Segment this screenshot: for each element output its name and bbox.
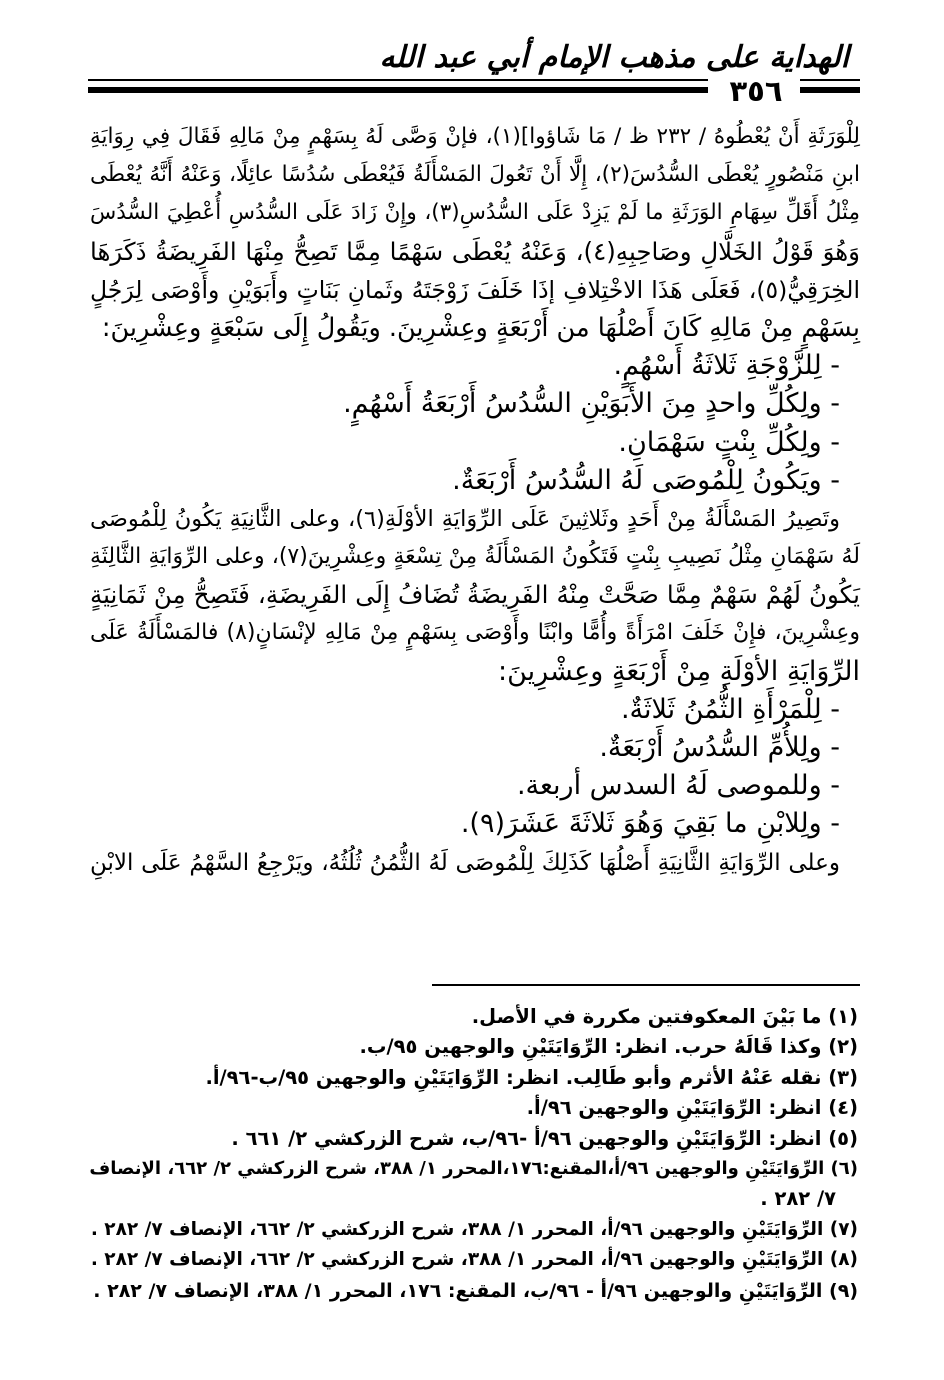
- list-item: - ولِلأُمِّ السُّدُسُ أَرْبَعَةٌ.: [599, 732, 840, 763]
- list-item: - وللموصى لَهُ السدس أربعة.: [516, 770, 840, 802]
- main-text: [90, 118, 860, 882]
- header-rule-right-thick: [800, 87, 860, 93]
- text-line: وَهُوَ قَوْلُ الخَلَّالِ وصَاحِبِهِ(٤)، وَعَنْهُ يُعْطَى سَهْمًا مِمَّا تَصِحُّ مِنْهَا الفَرِيضَةُ ذَكَرَهَا: [90, 236, 861, 266]
- text-line: لَهُ سَهْمَانِ مِثْلُ نَصِيبِ بِنْتٍ فَتَكُونُ المَسْأَلَةُ مِنْ تِسْعَةٍ وعِشْرِينَ(٧)، وعلى الرِّوَايَةِ الثَّالِثَةِ: [90, 544, 861, 570]
- text-line: الخِرَقِيُّ(٥)، فَعَلَى هَذَا الاخْتِلافِ إذَا خَلَفَ زَوْجَتَهُ وثَمانِ بَنَاتٍ وأَبَوَيْنِ وأَوْصَى لِرَجُلٍ: [90, 275, 860, 304]
- footnotes: [88, 1002, 858, 1306]
- footnote-line: (٣) نقله عَنْهُ الأثرم وأبو طَالِب. انظر: الرِّوَايَتَيْنِ والوجهين ٩٥/ب-٩٦/أ.: [205, 1065, 858, 1089]
- footnote-line: (٤) انظر: الرِّوَايَتَيْنِ والوجهين ٩٦/أ.: [526, 1096, 858, 1120]
- footnote-line: (٧) الرِّوَايَتَيْنِ والوجهين ٩٦/أ، المحرر ١/ ٣٨٨، شرح الزركشي ٢/ ٦٦٢، الإنصاف ٧/ ٢٨٢ .: [90, 1218, 858, 1240]
- header-rule-right-thin: [800, 79, 860, 81]
- text-line: ابنِ مَنْصُورٍ يُعْطَى السُّدُسَ(٢)، إِلَّا أَنْ تَعُولَ المَسْأَلَةُ فَيُعْطَى سُدُسًا عائِلًا، وَعَنْهُ أَنَّهُ يُعْطَى: [90, 162, 861, 188]
- footnote-line: (٥) انظر: الرِّوَايَتَيْنِ والوجهين ٩٦/أ -٩٦/ب، شرح الزركشي ٢/ ٦٦١ .: [231, 1126, 858, 1150]
- list-item: - لِلزَّوْجَةِ ثَلاثَةُ أَسْهُمٍ.: [613, 350, 840, 382]
- list-item: - ولِكُلِّ بِنْتٍ سَهْمَانِ.: [618, 426, 840, 458]
- footnote-line: (٩) الرِّوَايَتَيْنِ والوجهين ٩٦/أ - ٩٦/ب، المقنع: ١٧٦، المحرر ١/ ٣٨٨، الإنصاف ٧/ ٢٨٢ .: [93, 1279, 858, 1302]
- footnote-line: ٧/ ٢٨٢ .: [760, 1187, 836, 1211]
- text-line: مِثْلُ أَقَلِّ سِهَامِ الوَرَثَةِ ما لَمْ يَزِدْ عَلَى السُّدُسِ(٣)، وإِنْ زَادَ عَلَى السُّدُسِ أُعْطِيَ السُّدُسَ: [90, 200, 860, 226]
- header-rule-thick: [88, 87, 708, 93]
- list-item: - لِلْمَرْأَةِ الثُّمُنُ ثَلاثَةٌ.: [620, 693, 840, 725]
- header-rule-thin: [88, 79, 708, 81]
- footnote-line: (١) ما بَيْنَ المعكوفتين مكررة في الأصل.: [471, 1005, 858, 1028]
- list-item: - ويَكُونُ لِلْمُوصَى لَهُ السُّدُسُ أَرْبَعَةٌ.: [452, 464, 840, 496]
- running-title: الهداية على مذهب الإمام أبي عبد الله: [379, 40, 849, 75]
- text-line: الرِّوَايَةِ الأوْلَةِ مِنْ أَرْبَعَةٍ وعِشْرِينَ:: [498, 655, 860, 687]
- list-item: - ولِكُلِّ واحدٍ مِنَ الأَبَوَيْنِ السُّدُسُ أَرْبَعَةُ أَسْهُمٍ.: [343, 388, 840, 420]
- list-item: - ولِلابْنِ ما بَقِيَ وَهُوَ ثَلاثَةَ عَشَرَ(٩).: [460, 808, 840, 840]
- page-number: ٣٥٦: [729, 74, 783, 108]
- footnote-line: (٦) الرِّوَايَتَيْنِ والوجهين ٩٦/أ،المقنع:١٧٦،المحرر ١/ ٣٨٨، شرح الزركشي ٢/ ٦٦٢، الإنصاف: [89, 1157, 858, 1179]
- text-line: وعِشْرِينَ، فإِنْ خَلَفَ امْرَأَةً وأُمًّا وابْنًا وأَوْصَى بِسَهْمٍ مِنْ مَالِهِ لإنْسَانٍ(٨) فالمَسْأَلَةُ عَلَى: [90, 620, 860, 646]
- footnote-separator: [432, 984, 860, 986]
- footnote-line: (٢) وكذا قَالَهُ حرب. انظر: الرِّوَايَتَيْنِ والوجهين ٩٥/ب.: [359, 1035, 858, 1059]
- text-line: وتَصِيرُ المَسْأَلَةُ مِنْ أَحَدٍ وثَلاثِينَ عَلَى الرِّوَايَةِ الأوْلَةِ(٦)، وعلى الثَّانِيَةِ يَكُونُ لِلْمُوصَى: [90, 505, 840, 532]
- footnote-line: (٨) الرِّوَايَتَيْنِ والوجهين ٩٦/أ، المحرر ١/ ٣٨٨، شرح الزركشي ٢/ ٦٦٢، الإنصاف ٧/ ٢٨٢ .: [90, 1249, 858, 1271]
- text-line: وعلى الرِّوَايَةِ الثَّانِيَةِ أَصْلُهَا كَذَلِكَ لِلْمُوصَى لَهُ الثُّمُنُ ثُلُثُهُ، ويَرْجِعُ السَّهْمُ عَلَى الابْنِ: [90, 849, 840, 876]
- text-line: بِسَهْمٍ مِنْ مَالِهِ كَانَ أَصْلُهَا من أَرْبَعَةٍ وعِشْرِينَ. ويَقُولُ إِلَى سَبْعَةٍ وعِشْرِينَ:: [101, 312, 860, 343]
- text-line: يَكُونُ لَهُمْ سَهْمٌ مِمَّا صَحَّتْ مِنْهُ الفَرِيضَةُ تُضَافُ إِلَى الفَرِيضَةِ، فَتَصِحُّ مِنْ ثَمَانِيَةٍ: [90, 580, 860, 610]
- text-line: لِلْوَرَثَةِ أَنْ يُعْطُوهُ / ٢٣٢ ظ / مَا شَاؤوا](١)، فإنْ وَصَّى لَهُ بِسَهْمٍ مِنْ مَالِهِ فَقَالَ فِي رِوَايَةِ: [90, 124, 860, 149]
